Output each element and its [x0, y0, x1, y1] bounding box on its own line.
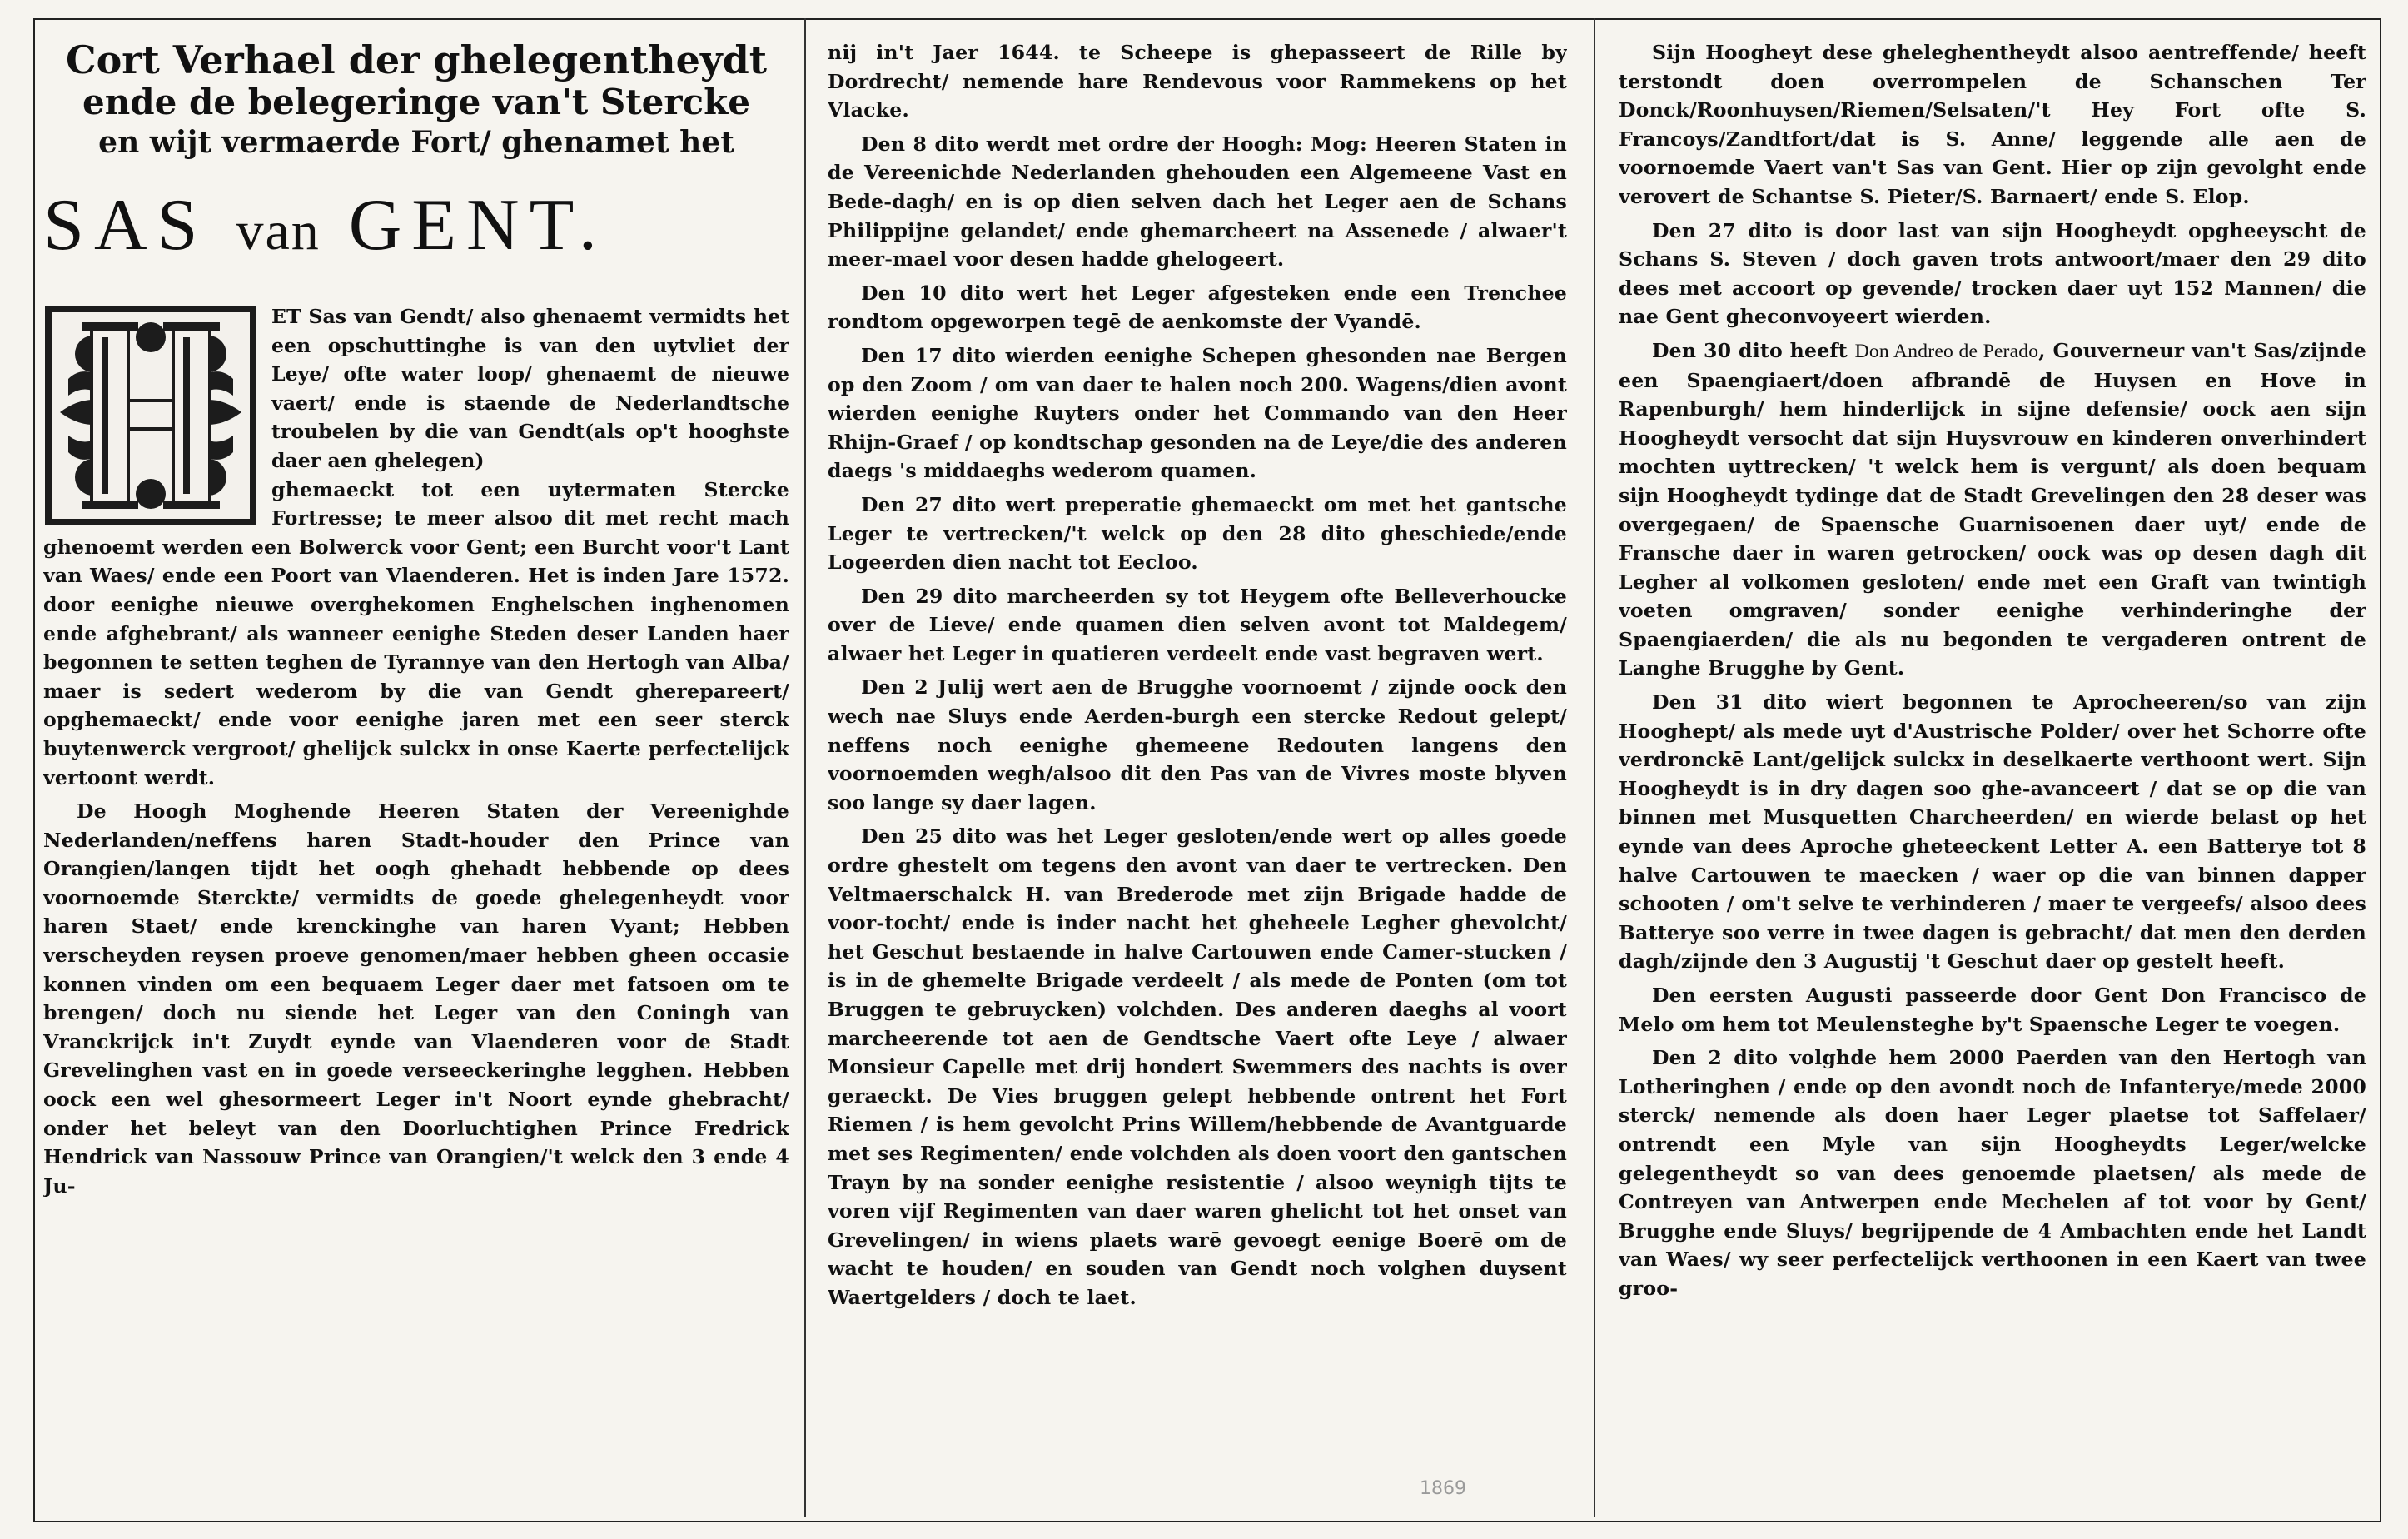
paragraph: Sijn Hoogheyt dese gheleghentheydt alsoo aentreffende/ heeft terstondt doen overrompelen de Schanschen Ter Donck/Roonhuysen/Riemen/Selsaten/'t Hey Fort ofte S. Francoys/Zandtfort/dat is S. Anne/ leggende alle aen de voornoemde Vaert van't Sas van Gent. Hier op zijn gevolght ende verovert de Schantse S. Pieter/S. Barnaert/ ende S. Elop. — [1619, 41, 2366, 208]
main-title-van: van — [236, 201, 321, 261]
main-title — [43, 180, 789, 277]
pencil-margin-note: 1869 — [1420, 1478, 1466, 1499]
paragraph: Den 10 dito wert het Leger afgesteken ende een Trenchee rondtom opgeworpen tegē de aenkomste der Vyandē. — [828, 281, 1567, 334]
title-line-1: Cort Verhael der ghelegentheydt — [65, 38, 768, 82]
column-divider-right — [1594, 18, 1595, 1517]
paragraph: De Hoogh Moghende Heeren Staten der Vereenighde Nederlanden/neffens haren Stadt-houder den Prince van Orangien/langen tijdt het oogh ghehadt hebbende op dees voornoemde Sterckte/ vermidts de goede ghelegenheydt voor haren Staet/ ende krenckinghe van haren Vyant; Hebben verscheyden reysen proeve genomen/maer hebben gheen occasie konnen vinden om een bequaem Leger daer met fatsoen om te brengen/ doch nu siende het Leger van den Coningh van Vranckrijck in't Zuydt eynde van Vlaenderen voor de Stadt Grevelinghen vast en in goede verseeckeringhe legghen. Hebben oock een wel ghesormeert Leger in't Noort eynde ghebracht/ onder het beleyt van den Doorluchtighen Prince Fredrick Hendrick van Nassouw Prince van Orangien/'t welck den 3 ende 4 Ju- — [43, 799, 789, 1198]
paragraph — [1619, 336, 2366, 683]
paragraph: nij in't Jaer 1644. te Scheepe is ghepasseert de Rille by Dordrecht/ nemende hare Rendevous voor Rammekens op het Vlacke. — [828, 41, 1567, 122]
paragraph: Den 17 dito wierden eenighe Schepen ghesonden nae Bergen op den Zoom / om van daer te halen noch 200. Wagens/dien avont wierden eenighe Ruyters onder het Commando van den Heer Rhijn-Graef / op kondtschap gesonden na de Leye/die des anderen daegs 's middaeghs wederom quamen. — [828, 343, 1567, 483]
paragraph: Den 2 dito volghde hem 2000 Paerden van den Hertogh van Lotheringhen / ende op den avondt noch de Infanterye/mede 2000 sterck/ nemende als doen haer Leger plaetse tot Saffelaer/ ontrendt een Myle van sijn Hoogheydts Leger/welcke gelegentheydt so van dees genoemde plaetsen/ als mede de Contreyen van Antwerpen ende Mechelen af tot voor by Gent/ Brugghe ende Sluys/ begrijpende de 4 Ambachten ende het Landt van Waes/ wy seer perfectelijck verthoonen in een Kaert van twee groo- — [1619, 1046, 2366, 1300]
column-divider-left — [804, 18, 806, 1517]
main-title-sas: SAS — [43, 185, 208, 266]
paragraph: Den 25 dito was het Leger gesloten/ende wert op alles goede ordre ghestelt om tegens den avont van daer te vertrecken. Den Veltmaerschalck H. van Brederode met zijn Brigade hadde de voor-tocht/ ende is inder nacht het gheheele Legher ghevolcht/ het Geschut bestaende in halve Cartouwen ende Camer-stucken / is in de ghemelte Brigade verdeelt / als mede de Ponten (om tot Bruggen te gebruycken) volchden. Des anderen daeghs al voort marcheerende tot aen de Gendtsche Vaert ofte Leye / alwaer Monsieur Capelle met drij hondert Swemmers des nachts is over geraeckt. De Vies bruggen gelept hebbende ontrent het Fort Riemen / is hem gevolcht Prins Willem/hebbende de Avantguarde met ses Regimenten/ ende volchden als doen voort den gantschen Trayn by na sonder eenighe resistentie / alsoo weynigh tijts te voren vijf Regimenten van daer waren ghelicht tot het onset van Grevelingen/ in wiens plaets warē gevoegt eenige Boerē om de wacht te houden/ en souden van Gendt noch volghen duysent Waertgelders / doch te laet. — [828, 824, 1567, 1309]
paragraph-part: Den 30 dito heeft — [1652, 338, 1855, 362]
column-two — [828, 38, 1567, 1529]
governor-name: Don Andreo de Perado — [1854, 340, 2039, 362]
lead-paragraph: ET Sas van Gendt/ also ghenaemt vermidts het een opschuttinghe is van den uytvliet der Leye/ ofte water loop/ ghenaemt de nieuwe vaert/ ende is staende de Nederlandtsche troubelen by die van Gendt(als op't hooghste daer aen ghelegen) — [271, 305, 789, 472]
paragraph: Den 2 Julij wert aen de Brugghe voornoemt / zijnde oock den wech nae Sluys ende Aerden-burgh een stercke Redout gelept/ neffens noch eenighe ghemeene Redouten langens den voornoemden wegh/alsoo dit den Pas van de Vivres moste blyven soo lange sy daer lagen. — [828, 675, 1567, 814]
ornamental-initial-h-icon — [43, 304, 258, 527]
paragraph: Den 29 dito marcheerden sy tot Heygem ofte Belleverhoucke over de Lieve/ ende quamen dien selven avont tot Maldegem/ alwaer het Leger in quatieren verdeelt ende vast begraven wert. — [828, 584, 1567, 665]
paragraph-part: , Gouverneur van't Sas/zijnde een Spaengiaert/doen afbrandē de Huysen en Hove in Rapenburgh/ hem hinderlijck in sijne defensie/ oock aen sijn Hoogheydt versocht dat sijn Huysvrouw en kinderen onverhindert mochten uyttrecken/ 't welck hem is vergunt/ als doen bequam sijn Hoogheydt tydinge dat de Stadt Grevelingen den 28 deser was overgegaen/ de Spaensche Guarnisoenen daer uyt/ ende de Fransche daer in waren getrocken/ oock was op desen dagh dit Legher al volkomen gesloten/ ende met een Graft van twintigh voeten omgraven/ sonder eenighe verhinderinghe der Spaengiaerden/ die als nu begonden te vergaderen ontrent de Langhe Brugghe by Gent. — [1619, 338, 2366, 680]
paragraph: Den eersten Augusti passeerde door Gent Don Francisco de Melo om hem tot Meulensteghe by't Spaensche Leger te voegen. — [1619, 984, 2366, 1036]
paragraph: Den 8 dito werdt met ordre der Hoogh: Mog: Heeren Staten in de Vereenichde Nederlanden ghehouden een Algemeene Vast en Bede-dagh/ en is op dien selven dach het Leger aen de Schans Philippijne gelandet/ ende ghemarcheert na Assenede / alwaer't meer-mael voor desen hadde ghelogeert. — [828, 132, 1567, 271]
paragraph: ghemaeckt tot een uytermaten Stercke Fortresse; te meer alsoo dit met recht mach ghenoemt werden een Bolwerck voor Gent; een Burcht voor't Lant van Waes/ ende een Poort van Vlaenderen. Het is inden Jare 1572. door eenighe nieuwe overghekomen Enghelschen inghenomen ende afghebrant/ als wanneer eenighe Steden deser Landen haer begonnen te setten teghen de Tyrannye van den Hertogh van Alba/ maer is sedert wederom by die van Gendt ghereparеert/ opghemaeckt/ ende voor eenighe jaren met een seer sterck buytenwerck vergroot/ ghelijck sulckx in onse Kaerte perfectelijck vertoont werdt. — [43, 477, 789, 789]
title-line-2: ende de belegeringe van't Stercke — [82, 82, 750, 122]
right-border-line — [2380, 18, 2381, 1522]
title-line-3: en wijt vermaerde Fort/ ghenamet het — [98, 125, 734, 160]
top-border-line — [33, 18, 2381, 20]
column-three — [1619, 38, 2366, 1529]
left-border-line — [33, 18, 35, 1522]
column-one — [43, 38, 789, 1529]
paragraph: Den 31 dito wiert begonnen te Aprocheeren/so van zijn Hooghept/ als mede uyt d'Austrische Polder/ over het Schorre ofte verdronckē Lant/gelijck sulckx in deselkaerte verthoont wert. Sijn Hoogheydt is in dry dagen soo ghe-avanceert / dat se op die van binnen met Musquetten Charcheerden/ en wierde belast op het eynde van dees Aproche gheteeckent Letter A. een Batterye tot 8 halve Cartouwen te maecken / waer op die van binnen dapper schooten / om't selve te verhinderen / maer te vergeefs/ alsoo dees Batterye soo verre in twee dagen is gebracht/ dat men den derden dagh/zijnde den 3 Augustij 't Geschut daer op gestelt heeft. — [1619, 690, 2366, 974]
paragraph: Den 27 dito wert preperatie ghemaeckt om met het gantsche Leger te vertrecken/'t welck op den 28 dito gheschiede/ende Logeerden dien nacht tot Eecloo. — [828, 492, 1567, 575]
main-title-gent: GENT. — [348, 185, 607, 266]
paragraph: Den 27 dito is door last van sijn Hoogheydt opgheeyscht de Schans S. Steven / doch gaven trots antwoort/maer den 29 dito dees met accoort op gevende/ trocken daer uyt 152 Mannen/ die nae Gent gheconvoyeert wierden. — [1619, 218, 2366, 329]
